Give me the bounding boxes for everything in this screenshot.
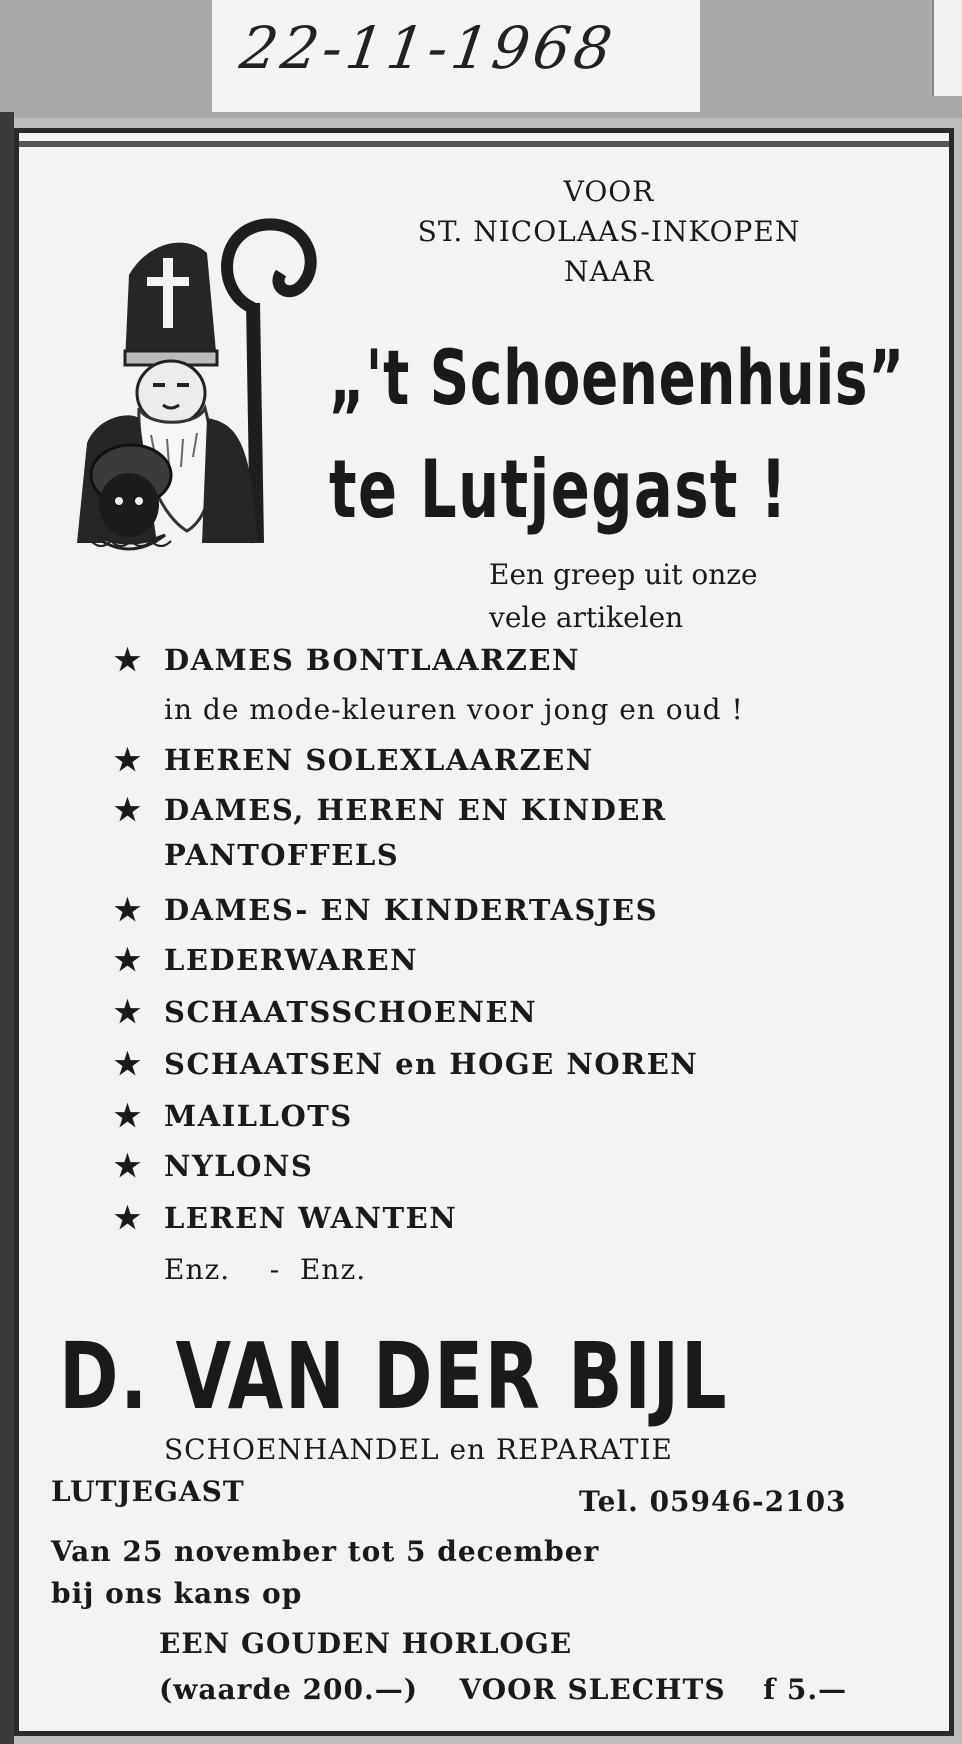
header-line-2: ST. NICOLAAS-INKOPEN [417,215,801,248]
star-icon: ★ [114,643,143,678]
item-label: SCHAATSEN en HOGE NOREN [164,1047,699,1081]
list-item [114,643,914,678]
item-label: DAMES BONTLAARZEN [164,643,581,677]
promo-line-2: bij ons kans op [51,1577,303,1610]
promo-line-4 [159,1673,847,1706]
promo-offer: VOOR SLECHTS [459,1673,726,1706]
promo-line-3: EEN GOUDEN HORLOGE [159,1627,573,1660]
item-label: DAMES- EN KINDERTASJES [164,893,659,927]
handwritten-date: 22-11-1968 [236,14,621,82]
star-icon: ★ [114,1201,143,1236]
star-icon: ★ [114,943,143,978]
top-rule [19,141,949,147]
owner-name: D. VAN DER BIJL [59,1323,729,1430]
list-item [114,893,914,928]
list-item [114,1099,914,1134]
list-item [114,995,914,1030]
item-label: DAMES, HEREN EN KINDER [164,793,667,827]
etcetera: Enz. - Enz. [164,1253,367,1286]
item-label: MAILLOTS [164,1099,353,1133]
item-label: LEREN WANTEN [164,1201,458,1235]
star-icon: ★ [114,1047,143,1082]
sinterklaas-illustration-icon [67,213,327,573]
list-item [114,1149,914,1184]
promo-line-1: Van 25 november tot 5 december [51,1535,600,1568]
star-icon: ★ [114,893,143,928]
shop-town: te Lutjegast ! [329,443,789,536]
item-label: NYLONS [164,1149,314,1183]
item-label: HEREN SOLEXLAARZEN [164,743,594,777]
header-line-3: NAAR [563,255,655,288]
item-label: LEDERWAREN [164,943,419,977]
business-type: SCHOENHANDEL en REPARATIE [164,1433,673,1466]
promo-value: (waarde 200.—) [159,1673,418,1706]
paper-edge [932,0,962,96]
item-note: in de mode-kleuren voor jong en oud ! [164,693,744,726]
list-item [114,793,914,828]
star-icon: ★ [114,743,143,778]
promo-price: f 5.— [763,1673,848,1706]
scan-edge [0,112,14,1744]
header-line-1: VOOR [563,175,655,208]
item-label: SCHAATSSCHOENEN [164,995,538,1029]
star-icon: ★ [114,1149,143,1184]
intro-text [489,553,849,639]
star-icon: ★ [114,793,143,828]
place: LUTJEGAST [51,1475,245,1508]
phone: Tel. 05946-2103 [579,1485,847,1518]
newspaper-clipping [14,128,954,1736]
intro-line-1: Een greep uit onze [489,558,758,591]
star-icon: ★ [114,1099,143,1134]
intro-line-2: vele artikelen [489,601,684,634]
list-item [114,1201,914,1236]
shop-name: „'t Schoenenhuis” [329,333,905,422]
star-icon: ★ [114,995,143,1030]
list-item [114,1047,914,1082]
list-item [114,743,914,778]
item-continuation: PANTOFFELS [164,838,400,872]
list-item [114,943,914,978]
